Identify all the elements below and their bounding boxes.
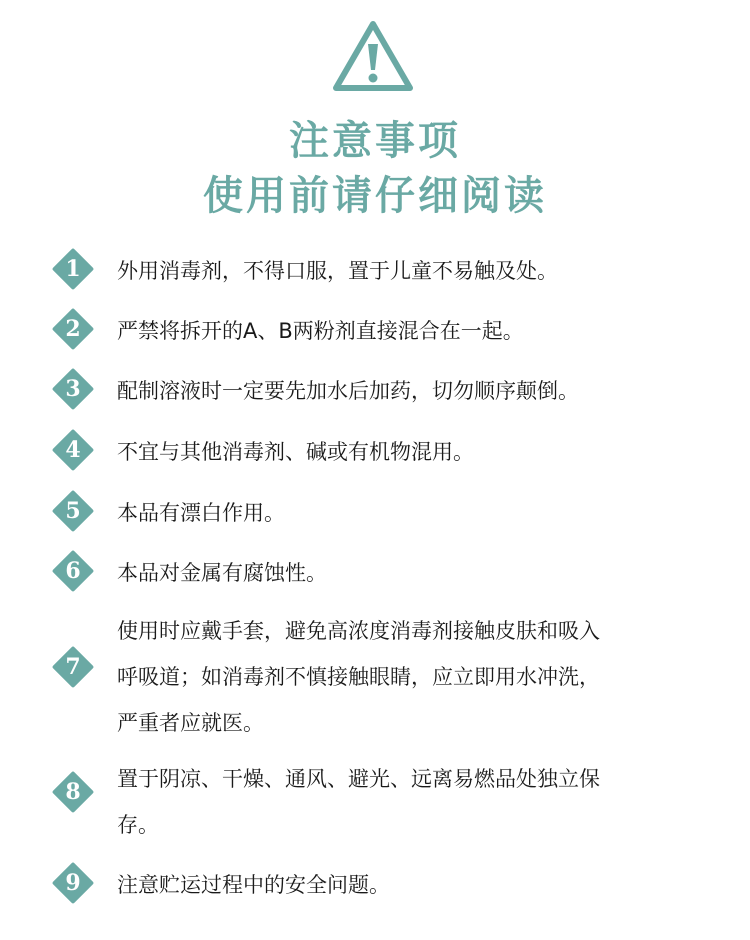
number-badge-label: 1 (65, 256, 81, 282)
number-badge (52, 248, 94, 290)
warning-triangle-icon (332, 20, 414, 92)
number-badge (52, 429, 94, 471)
number-badge-label: 5 (65, 498, 81, 524)
number-badge-label: 4 (65, 437, 81, 463)
number-badge-label: 9 (65, 870, 81, 896)
number-badge-label: 2 (65, 316, 81, 342)
list-item-text: 配制溶液时一定要先加水后加药，切勿顺序颠倒。 (117, 379, 579, 403)
list-item-text: 使用时应戴手套，避免高浓度消毒剂接触皮肤和吸入 (117, 619, 600, 643)
list-item-text: 呼吸道；如消毒剂不慎接触眼睛，应立即用水冲洗， (117, 665, 600, 689)
number-badge-label: 6 (65, 558, 81, 584)
list-item-text: 严禁将拆开的A、B两粉剂直接混合在一起。 (117, 319, 524, 343)
list-item-text: 严重者应就医。 (117, 711, 264, 735)
number-badge-label: 3 (65, 376, 81, 402)
list-item-text: 注意贮运过程中的安全问题。 (117, 873, 390, 897)
number-badge-label: 7 (65, 654, 81, 680)
number-badge (52, 368, 94, 410)
list-item-text: 置于阴凉、干燥、通风、避光、远离易燃品处独立保 (117, 767, 600, 791)
number-badge (52, 490, 94, 532)
number-badge (52, 771, 94, 813)
page-subtitle: 使用前请仔细阅读 (203, 173, 547, 219)
list-item-text: 本品对金属有腐蚀性。 (117, 561, 327, 585)
number-badge-label: 8 (65, 779, 81, 805)
page-title: 注意事项 (289, 118, 461, 164)
number-badge (52, 550, 94, 592)
number-badge (52, 862, 94, 904)
list-item-text: 本品有漂白作用。 (117, 501, 285, 525)
number-badge (52, 308, 94, 350)
list-item-text: 存。 (117, 813, 159, 837)
list-item-text: 外用消毒剂，不得口服，置于儿童不易触及处。 (117, 259, 558, 283)
number-badge (52, 646, 94, 688)
list-item-text: 不宜与其他消毒剂、碱或有机物混用。 (117, 440, 474, 464)
